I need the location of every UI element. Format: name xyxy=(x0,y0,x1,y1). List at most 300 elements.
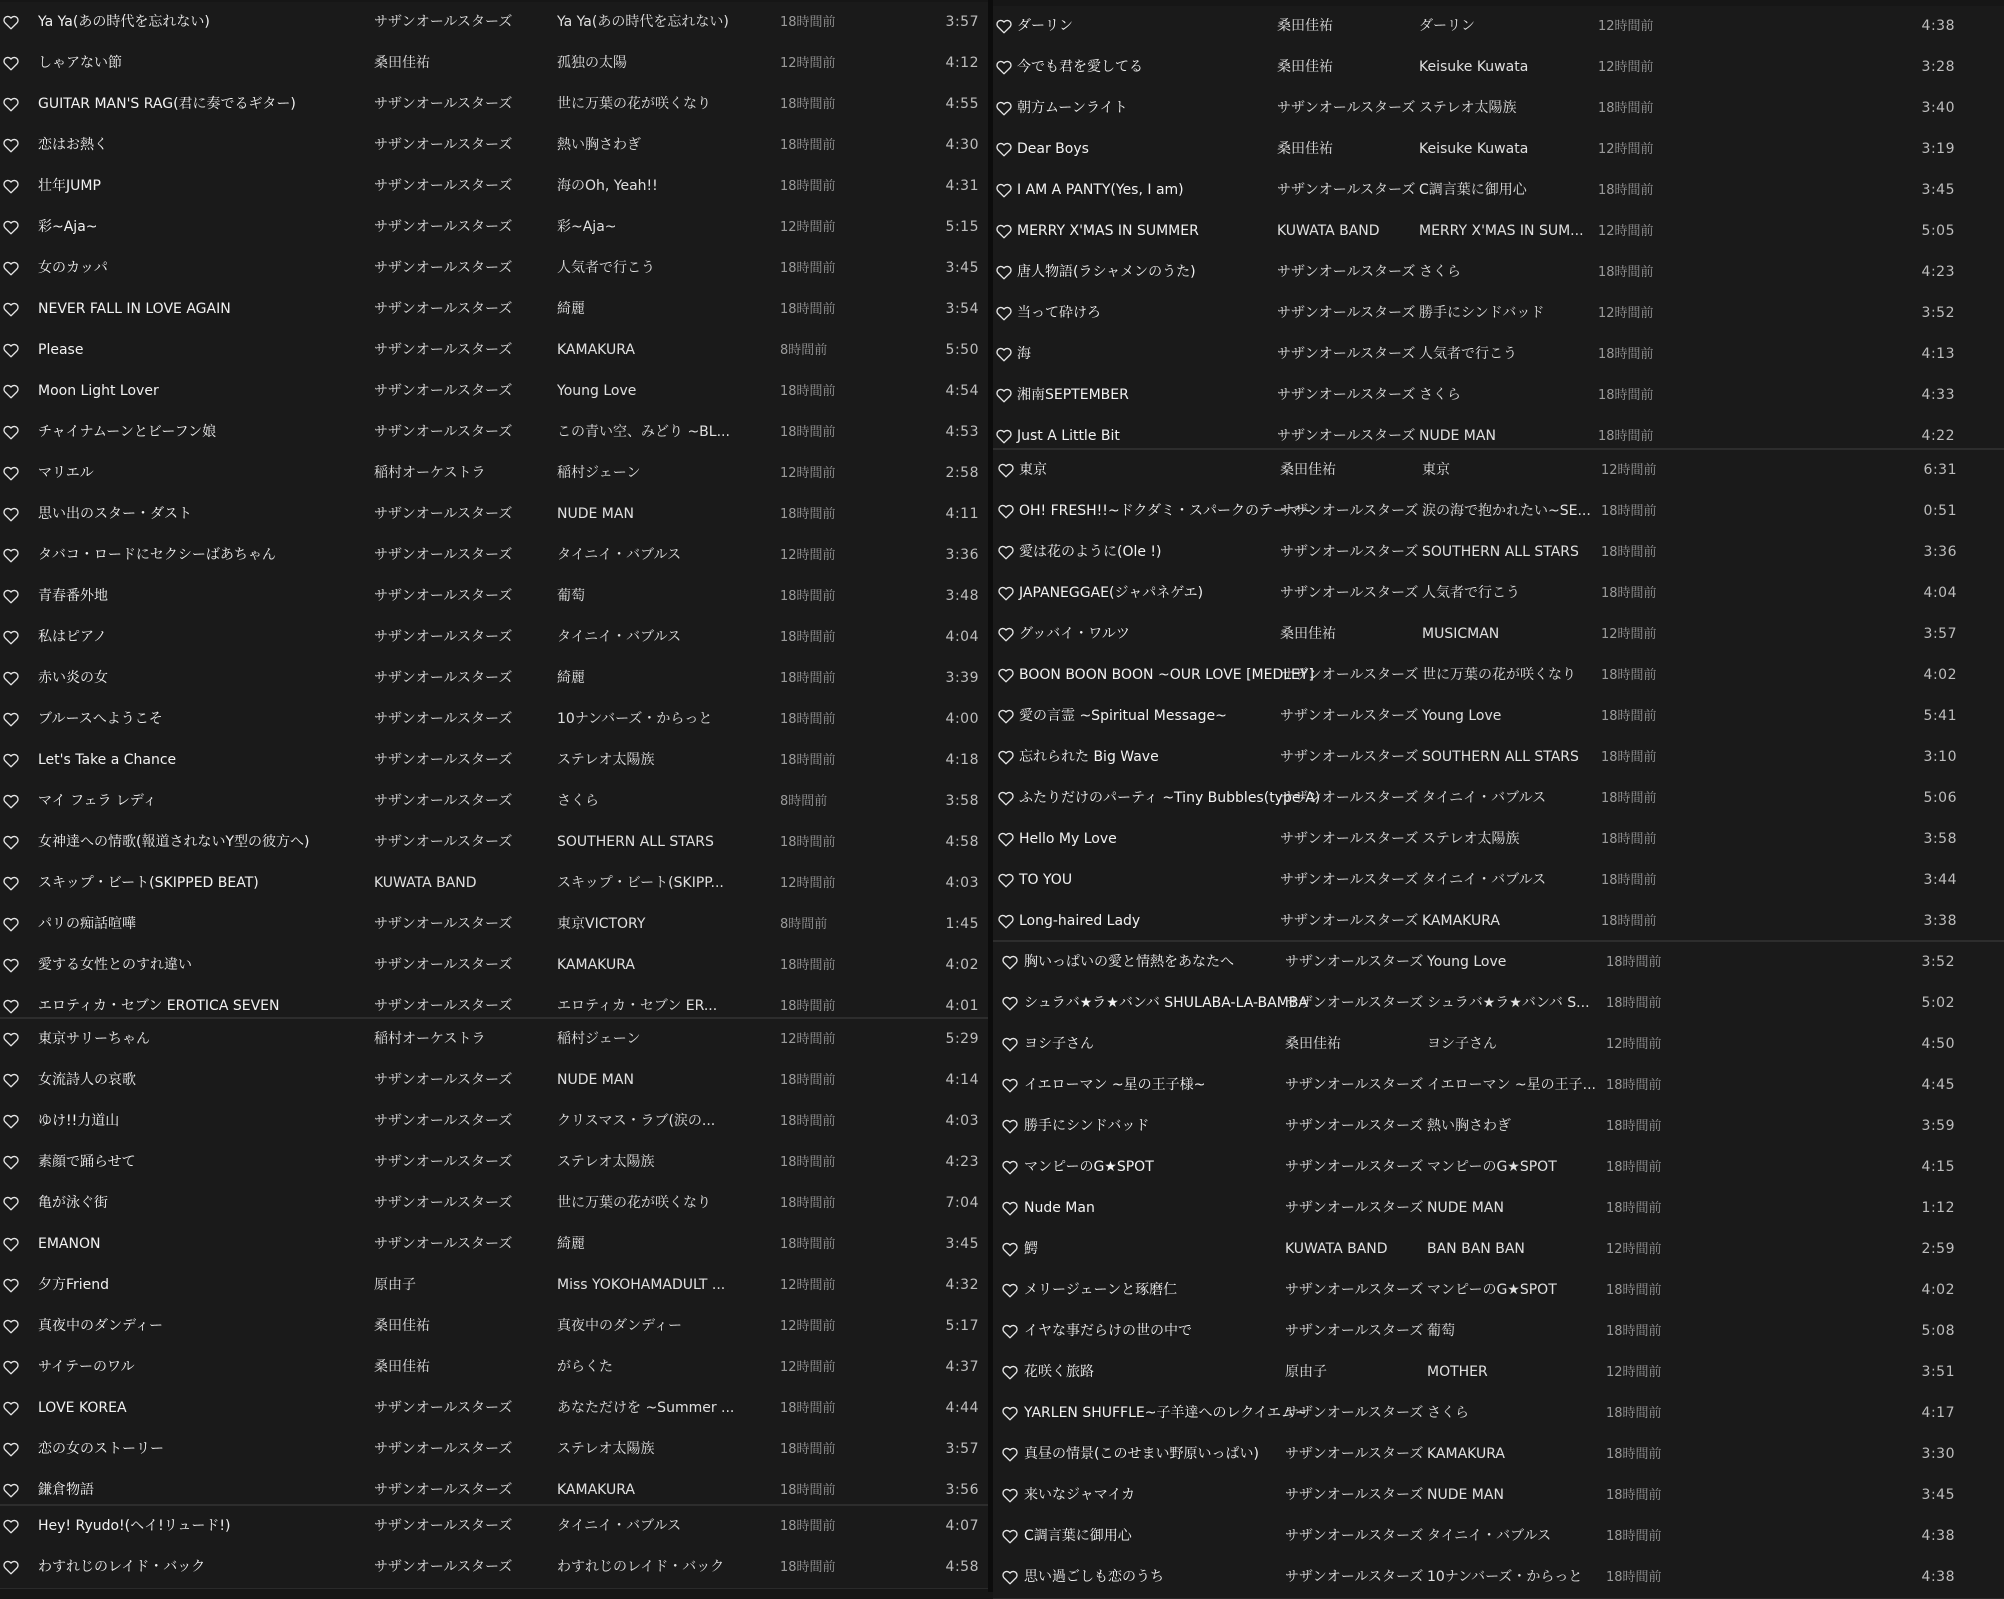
heart-icon[interactable] xyxy=(0,863,22,904)
track-artist[interactable]: 桑田佳祐 xyxy=(1277,18,1333,34)
track-album[interactable]: 世に万葉の花が咲くなり xyxy=(557,1195,711,1211)
track-title[interactable]: 思い過ごしも恋のうち xyxy=(1024,1569,1164,1585)
track-album[interactable]: この青い空、みどり ~BL... xyxy=(557,424,730,440)
track-title[interactable]: 勝手にシンドバッド xyxy=(1024,1118,1150,1134)
track-artist[interactable]: サザンオールスターズ xyxy=(374,629,513,645)
heart-icon[interactable] xyxy=(993,170,1015,211)
track-title[interactable]: スキップ・ビート(SKIPPED BEAT) xyxy=(38,875,259,891)
track-artist[interactable]: サザンオールスターズ xyxy=(374,1113,513,1129)
track-title[interactable]: 海 xyxy=(1017,346,1031,362)
heart-icon[interactable] xyxy=(995,450,1017,491)
track-album[interactable]: マンピーのG★SPOT xyxy=(1427,1159,1557,1175)
heart-icon[interactable] xyxy=(999,1352,1021,1393)
heart-icon[interactable] xyxy=(999,1475,1021,1516)
track-row[interactable] xyxy=(0,248,988,290)
track-artist[interactable]: サザンオールスターズ xyxy=(1285,1405,1424,1421)
track-artist[interactable]: サザンオールスターズ xyxy=(374,588,513,604)
track-artist[interactable]: サザンオールスターズ xyxy=(374,998,513,1014)
track-row[interactable] xyxy=(993,1270,2004,1312)
track-album[interactable]: NUDE MAN xyxy=(1427,1200,1504,1216)
track-row[interactable] xyxy=(993,1311,2004,1353)
track-album[interactable]: がらくた xyxy=(557,1359,613,1375)
track-row[interactable] xyxy=(993,252,2004,294)
heart-icon[interactable] xyxy=(0,1265,22,1306)
track-title[interactable]: しゃアない節 xyxy=(38,55,122,71)
track-title[interactable]: 壮年JUMP xyxy=(38,178,101,194)
track-title[interactable]: JAPANEGGAE(ジャパネゲエ) xyxy=(1019,585,1204,601)
track-title[interactable]: Ya Ya(あの時代を忘れない) xyxy=(38,14,210,30)
heart-icon[interactable] xyxy=(0,740,22,781)
track-row[interactable] xyxy=(0,371,988,413)
track-row[interactable] xyxy=(993,1352,2004,1394)
heart-icon[interactable] xyxy=(0,617,22,658)
heart-icon[interactable] xyxy=(0,1429,22,1470)
track-title[interactable]: 鰐 xyxy=(1024,1241,1038,1257)
track-title[interactable]: 私はピアノ xyxy=(38,629,107,645)
track-artist[interactable]: サザンオールスターズ xyxy=(1280,544,1419,560)
track-album[interactable]: Miss YOKOHAMADULT ... xyxy=(557,1277,726,1293)
track-artist[interactable]: 稲村オーケストラ xyxy=(374,1031,486,1047)
track-row[interactable] xyxy=(0,453,988,495)
heart-icon[interactable] xyxy=(0,84,22,125)
heart-icon[interactable] xyxy=(0,166,22,207)
track-album[interactable]: 人気者で行こう xyxy=(557,260,655,276)
track-artist[interactable]: サザンオールスターズ xyxy=(1277,387,1416,403)
track-album[interactable]: Ya Ya(あの時代を忘れない) xyxy=(557,14,729,30)
track-artist[interactable]: サザンオールスターズ xyxy=(374,1400,513,1416)
track-artist[interactable]: サザンオールスターズ xyxy=(1277,305,1416,321)
track-row[interactable] xyxy=(0,535,988,577)
heart-icon[interactable] xyxy=(993,375,1015,416)
track-artist[interactable]: サザンオールスターズ xyxy=(1285,1159,1424,1175)
track-album[interactable]: 綺麗 xyxy=(557,301,585,317)
track-album[interactable]: ステレオ太陽族 xyxy=(557,1154,655,1170)
track-album[interactable]: タイニイ・バブルス xyxy=(557,547,682,563)
track-title[interactable]: グッバイ・ワルツ xyxy=(1019,626,1130,642)
track-row[interactable] xyxy=(0,1142,988,1184)
track-album[interactable]: 勝手にシンドバッド xyxy=(1419,305,1545,321)
track-title[interactable]: 愛の言霊 ~Spiritual Message~ xyxy=(1019,708,1227,724)
track-title[interactable]: 愛する女性とのすれ違い xyxy=(38,957,192,973)
track-row[interactable] xyxy=(993,293,2004,335)
track-album[interactable]: BAN BAN BAN xyxy=(1427,1241,1525,1257)
track-album[interactable]: SOUTHERN ALL STARS xyxy=(1422,544,1579,560)
track-album[interactable]: タイニイ・バブルス xyxy=(557,1518,682,1534)
track-album[interactable]: Keisuke Kuwata xyxy=(1419,141,1529,157)
track-row[interactable] xyxy=(993,1393,2004,1435)
track-album[interactable]: 真夜中のダンディー xyxy=(557,1318,683,1334)
track-title[interactable]: GUITAR MAN'S RAG(君に奏でるギター) xyxy=(38,96,296,112)
track-album[interactable]: タイニイ・バブルス xyxy=(557,629,682,645)
track-row[interactable] xyxy=(0,43,988,85)
track-artist[interactable]: サザンオールスターズ xyxy=(1280,913,1419,929)
track-row[interactable] xyxy=(0,1388,988,1430)
track-title[interactable]: Dear Boys xyxy=(1017,141,1089,157)
track-row[interactable] xyxy=(993,614,2004,656)
track-title[interactable]: 赤い炎の女 xyxy=(38,670,108,686)
track-album[interactable]: マンピーのG★SPOT xyxy=(1427,1282,1557,1298)
track-row[interactable] xyxy=(993,88,2004,130)
track-artist[interactable]: サザンオールスターズ xyxy=(1285,1569,1424,1585)
track-title[interactable]: 恋はお熱く xyxy=(38,137,108,153)
track-artist[interactable]: サザンオールスターズ xyxy=(374,1236,513,1252)
heart-icon[interactable] xyxy=(0,535,22,576)
track-album[interactable]: SOUTHERN ALL STARS xyxy=(1422,749,1579,765)
track-artist[interactable]: KUWATA BAND xyxy=(1277,223,1380,239)
track-row[interactable] xyxy=(993,47,2004,89)
track-album[interactable]: 稲村ジェーン xyxy=(557,1031,641,1047)
track-row[interactable] xyxy=(0,166,988,208)
track-row[interactable] xyxy=(0,781,988,823)
track-title[interactable]: 真夜中のダンディー xyxy=(38,1318,164,1334)
track-album[interactable]: 東京 xyxy=(1422,462,1450,478)
track-title[interactable]: C調言葉に御用心 xyxy=(1024,1528,1132,1544)
track-title[interactable]: TO YOU xyxy=(1019,872,1073,888)
track-album[interactable]: NUDE MAN xyxy=(1427,1487,1504,1503)
track-artist[interactable]: サザンオールスターズ xyxy=(1280,749,1419,765)
heart-icon[interactable] xyxy=(0,658,22,699)
track-album[interactable]: 稲村ジェーン xyxy=(557,465,641,481)
track-album[interactable]: 葡萄 xyxy=(557,588,585,604)
track-artist[interactable]: サザンオールスターズ xyxy=(374,711,513,727)
track-title[interactable]: 鎌倉物語 xyxy=(38,1482,94,1498)
heart-icon[interactable] xyxy=(995,532,1017,573)
heart-icon[interactable] xyxy=(995,573,1017,614)
heart-icon[interactable] xyxy=(0,945,22,986)
track-album[interactable]: クリスマス・ラブ(涙の... xyxy=(557,1113,716,1129)
track-row[interactable] xyxy=(0,207,988,249)
track-title[interactable]: マンピーのG★SPOT xyxy=(1024,1159,1154,1175)
heart-icon[interactable] xyxy=(999,1516,1021,1557)
track-artist[interactable]: サザンオールスターズ xyxy=(374,1482,513,1498)
track-album[interactable]: 世に万葉の花が咲くなり xyxy=(557,96,711,112)
track-album[interactable]: 10ナンバーズ・からっと xyxy=(557,711,713,727)
track-title[interactable]: 素顔で踊らせて xyxy=(38,1154,136,1170)
track-artist[interactable]: 桑田佳祐 xyxy=(374,1359,430,1375)
track-row[interactable] xyxy=(0,658,988,700)
track-row[interactable] xyxy=(993,737,2004,779)
track-album[interactable]: ヨシ子さん xyxy=(1427,1036,1497,1052)
track-row[interactable] xyxy=(993,1065,2004,1107)
track-title[interactable]: マイ フェラ レディ xyxy=(38,793,157,809)
track-album[interactable]: Young Love xyxy=(557,383,637,399)
heart-icon[interactable] xyxy=(999,1188,1021,1229)
track-artist[interactable]: サザンオールスターズ xyxy=(374,1154,513,1170)
track-album[interactable]: NUDE MAN xyxy=(1419,428,1496,444)
track-artist[interactable]: サザンオールスターズ xyxy=(374,752,513,768)
track-title[interactable]: Hey! Ryudo!(ヘイ!リュード!) xyxy=(38,1518,231,1534)
track-album[interactable]: Young Love xyxy=(1427,954,1507,970)
track-row[interactable] xyxy=(993,573,2004,615)
track-title[interactable]: イエローマン ~星の王子様~ xyxy=(1024,1077,1206,1093)
track-title[interactable]: ゆけ!!力道山 xyxy=(38,1113,120,1129)
track-row[interactable] xyxy=(993,1557,2004,1599)
track-title[interactable]: 真昼の情景(このせまい野原いっぱい) xyxy=(1024,1446,1259,1462)
track-row[interactable] xyxy=(993,655,2004,697)
track-row[interactable] xyxy=(993,211,2004,253)
track-title[interactable]: Please xyxy=(38,342,84,358)
track-row[interactable] xyxy=(0,1183,988,1225)
track-row[interactable] xyxy=(0,1506,988,1548)
track-artist[interactable]: サザンオールスターズ xyxy=(374,342,513,358)
track-row[interactable] xyxy=(993,170,2004,212)
track-artist[interactable]: サザンオールスターズ xyxy=(374,1072,513,1088)
track-row[interactable] xyxy=(0,945,988,987)
track-artist[interactable]: サザンオールスターズ xyxy=(374,301,513,317)
track-artist[interactable]: サザンオールスターズ xyxy=(374,1559,513,1575)
track-album[interactable]: NUDE MAN xyxy=(557,506,634,522)
track-album[interactable]: KAMAKURA xyxy=(1422,913,1500,929)
track-row[interactable] xyxy=(0,1347,988,1389)
track-artist[interactable]: サザンオールスターズ xyxy=(1285,1323,1424,1339)
track-row[interactable] xyxy=(993,1434,2004,1476)
track-title[interactable]: I AM A PANTY(Yes, I am) xyxy=(1017,182,1184,198)
heart-icon[interactable] xyxy=(0,494,22,535)
track-album[interactable]: KAMAKURA xyxy=(557,1482,635,1498)
track-row[interactable] xyxy=(0,1547,988,1589)
heart-icon[interactable] xyxy=(0,1019,22,1060)
track-row[interactable] xyxy=(0,494,988,536)
track-album[interactable]: ダーリン xyxy=(1419,18,1475,34)
track-artist[interactable]: サザンオールスターズ xyxy=(1280,667,1419,683)
heart-icon[interactable] xyxy=(0,781,22,822)
heart-icon[interactable] xyxy=(999,1024,1021,1065)
track-artist[interactable]: サザンオールスターズ xyxy=(374,547,513,563)
track-artist[interactable]: 桑田佳祐 xyxy=(374,55,430,71)
track-artist[interactable]: 桑田佳祐 xyxy=(374,1318,430,1334)
track-album[interactable]: 涙の海で抱かれたい~SE... xyxy=(1422,503,1591,519)
track-row[interactable] xyxy=(0,1306,988,1348)
track-title[interactable]: Just A Little Bit xyxy=(1017,428,1120,444)
track-title[interactable]: BOON BOON BOON ~OUR LOVE [MEDLEY] xyxy=(1019,667,1314,683)
track-title[interactable]: 忘れられた Big Wave xyxy=(1019,749,1159,765)
track-artist[interactable]: サザンオールスターズ xyxy=(1277,346,1416,362)
track-artist[interactable]: サザンオールスターズ xyxy=(1277,100,1416,116)
track-artist[interactable]: KUWATA BAND xyxy=(374,875,477,891)
track-artist[interactable]: サザンオールスターズ xyxy=(374,424,513,440)
track-artist[interactable]: サザンオールスターズ xyxy=(374,834,513,850)
track-title[interactable]: 亀が泳ぐ街 xyxy=(38,1195,108,1211)
track-album[interactable]: 彩~Aja~ xyxy=(557,219,617,235)
heart-icon[interactable] xyxy=(0,1224,22,1265)
track-album[interactable]: 綺麗 xyxy=(557,1236,585,1252)
track-artist[interactable]: サザンオールスターズ xyxy=(374,1195,513,1211)
track-row[interactable] xyxy=(993,696,2004,738)
track-row[interactable] xyxy=(993,6,2004,48)
track-album[interactable]: シュラバ★ラ★バンバ S... xyxy=(1427,995,1590,1011)
heart-icon[interactable] xyxy=(999,942,1021,983)
track-artist[interactable]: サザンオールスターズ xyxy=(374,137,513,153)
track-title[interactable]: EMANON xyxy=(38,1236,101,1252)
track-album[interactable]: ステレオ太陽族 xyxy=(1422,831,1520,847)
heart-icon[interactable] xyxy=(999,1557,1021,1598)
track-album[interactable]: C調言葉に御用心 xyxy=(1419,182,1527,198)
track-row[interactable] xyxy=(993,1475,2004,1517)
heart-icon[interactable] xyxy=(993,88,1015,129)
track-row[interactable] xyxy=(0,699,988,741)
track-artist[interactable]: サザンオールスターズ xyxy=(374,383,513,399)
track-artist[interactable]: サザンオールスターズ xyxy=(1280,708,1419,724)
track-album[interactable]: 10ナンバーズ・からっと xyxy=(1427,1569,1583,1585)
track-row[interactable] xyxy=(993,778,2004,820)
track-row[interactable] xyxy=(0,289,988,331)
track-album[interactable]: 海のOh, Yeah!! xyxy=(557,178,658,194)
track-artist[interactable]: サザンオールスターズ xyxy=(374,219,513,235)
heart-icon[interactable] xyxy=(999,1311,1021,1352)
track-title[interactable]: 女流詩人の哀歌 xyxy=(38,1072,136,1088)
track-album[interactable]: さくら xyxy=(1427,1405,1469,1421)
track-title[interactable]: 女のカッパ xyxy=(38,260,108,276)
track-artist[interactable]: サザンオールスターズ xyxy=(374,916,513,932)
track-artist[interactable]: サザンオールスターズ xyxy=(1285,1282,1424,1298)
track-album[interactable]: エロティカ・セブン ER... xyxy=(557,998,718,1014)
heart-icon[interactable] xyxy=(0,1101,22,1142)
track-title[interactable]: ヨシ子さん xyxy=(1024,1036,1094,1052)
track-album[interactable]: 人気者で行こう xyxy=(1419,346,1517,362)
track-row[interactable] xyxy=(0,412,988,454)
heart-icon[interactable] xyxy=(0,1060,22,1101)
track-row[interactable] xyxy=(0,1101,988,1143)
track-artist[interactable]: サザンオールスターズ xyxy=(1285,995,1424,1011)
track-album[interactable]: SOUTHERN ALL STARS xyxy=(557,834,714,850)
heart-icon[interactable] xyxy=(0,125,22,166)
track-row[interactable] xyxy=(0,617,988,659)
track-row[interactable] xyxy=(993,942,2004,984)
track-artist[interactable]: サザンオールスターズ xyxy=(1280,790,1419,806)
heart-icon[interactable] xyxy=(0,2,22,43)
track-artist[interactable]: サザンオールスターズ xyxy=(1285,1528,1424,1544)
track-album[interactable]: わすれじのレイド・バック xyxy=(557,1559,725,1575)
track-title[interactable]: 東京 xyxy=(1019,462,1047,478)
track-artist[interactable]: サザンオールスターズ xyxy=(1285,1446,1424,1462)
track-title[interactable]: エロティカ・セブン EROTICA SEVEN xyxy=(38,998,280,1014)
track-title[interactable]: 東京サリーちゃん xyxy=(38,1031,150,1047)
track-artist[interactable]: サザンオールスターズ xyxy=(1280,831,1419,847)
track-artist[interactable]: サザンオールスターズ xyxy=(1280,585,1419,601)
heart-icon[interactable] xyxy=(993,129,1015,170)
heart-icon[interactable] xyxy=(0,330,22,371)
track-album[interactable]: さくら xyxy=(1419,387,1461,403)
track-row[interactable] xyxy=(993,1106,2004,1148)
track-album[interactable]: 東京VICTORY xyxy=(557,916,646,932)
track-album[interactable]: さくら xyxy=(1419,264,1461,280)
heart-icon[interactable] xyxy=(0,1547,22,1588)
heart-icon[interactable] xyxy=(999,1147,1021,1188)
track-album[interactable]: 葡萄 xyxy=(1427,1323,1455,1339)
track-title[interactable]: ブルースへようこそ xyxy=(38,711,163,727)
heart-icon[interactable] xyxy=(995,655,1017,696)
track-artist[interactable]: 桑田佳祐 xyxy=(1277,59,1333,75)
heart-icon[interactable] xyxy=(0,1347,22,1388)
track-title[interactable]: 思い出のスター・ダスト xyxy=(38,506,192,522)
track-artist[interactable]: サザンオールスターズ xyxy=(374,793,513,809)
track-row[interactable] xyxy=(0,1265,988,1307)
track-title[interactable]: 青春番外地 xyxy=(38,588,108,604)
track-artist[interactable]: 桑田佳祐 xyxy=(1285,1036,1341,1052)
track-row[interactable] xyxy=(993,1024,2004,1066)
track-title[interactable]: Long-haired Lady xyxy=(1019,913,1141,929)
track-title[interactable]: 来いなジャマイカ xyxy=(1024,1487,1136,1503)
track-row[interactable] xyxy=(0,1429,988,1471)
heart-icon[interactable] xyxy=(999,1065,1021,1106)
track-title[interactable]: イヤな事だらけの世の中で xyxy=(1024,1323,1192,1339)
heart-icon[interactable] xyxy=(995,778,1017,819)
track-artist[interactable]: 原由子 xyxy=(1285,1364,1327,1380)
track-title[interactable]: メリージェーンと琢磨仁 xyxy=(1024,1282,1178,1298)
track-artist[interactable]: 桑田佳祐 xyxy=(1277,141,1333,157)
track-row[interactable] xyxy=(0,863,988,905)
track-title[interactable]: ダーリン xyxy=(1017,18,1073,34)
track-title[interactable]: Moon Light Lover xyxy=(38,383,159,399)
track-row[interactable] xyxy=(0,904,988,946)
heart-icon[interactable] xyxy=(999,1434,1021,1475)
heart-icon[interactable] xyxy=(0,1506,22,1547)
track-title[interactable]: 恋の女のストーリー xyxy=(38,1441,164,1457)
track-title[interactable]: 愛は花のように(Ole !) xyxy=(1019,544,1162,560)
heart-icon[interactable] xyxy=(0,1306,22,1347)
track-artist[interactable]: KUWATA BAND xyxy=(1285,1241,1388,1257)
track-album[interactable]: Keisuke Kuwata xyxy=(1419,59,1529,75)
track-row[interactable] xyxy=(0,740,988,782)
track-title[interactable]: 花咲く旅路 xyxy=(1024,1364,1094,1380)
track-album[interactable]: KAMAKURA xyxy=(557,342,635,358)
heart-icon[interactable] xyxy=(0,453,22,494)
track-artist[interactable]: サザンオールスターズ xyxy=(1285,1077,1424,1093)
heart-icon[interactable] xyxy=(0,248,22,289)
heart-icon[interactable] xyxy=(993,6,1015,47)
heart-icon[interactable] xyxy=(995,819,1017,860)
track-artist[interactable]: サザンオールスターズ xyxy=(1280,872,1419,888)
track-artist[interactable]: サザンオールスターズ xyxy=(1285,1118,1424,1134)
track-album[interactable]: MUSICMAN xyxy=(1422,626,1500,642)
track-album[interactable]: MERRY X'MAS IN SUM... xyxy=(1419,223,1584,239)
track-title[interactable]: 胸いっぱいの愛と情熱をあなたへ xyxy=(1024,954,1234,970)
track-artist[interactable]: サザンオールスターズ xyxy=(374,96,513,112)
track-row[interactable] xyxy=(993,860,2004,902)
track-title[interactable]: チャイナムーンとビーフン娘 xyxy=(38,424,217,440)
track-artist[interactable]: サザンオールスターズ xyxy=(374,260,513,276)
track-album[interactable]: 綺麗 xyxy=(557,670,585,686)
track-title[interactable]: シュラバ★ラ★バンバ SHULABA-LA-BAMBA xyxy=(1024,995,1308,1011)
heart-icon[interactable] xyxy=(995,901,1017,942)
heart-icon[interactable] xyxy=(999,1106,1021,1147)
track-title[interactable]: パリの痴話喧嘩 xyxy=(38,916,136,932)
track-album[interactable]: さくら xyxy=(557,793,599,809)
heart-icon[interactable] xyxy=(995,860,1017,901)
track-artist[interactable]: サザンオールスターズ xyxy=(374,1441,513,1457)
heart-icon[interactable] xyxy=(993,211,1015,252)
track-title[interactable]: 朝方ムーンライト xyxy=(1017,100,1128,116)
track-album[interactable]: 世に万葉の花が咲くなり xyxy=(1422,667,1576,683)
heart-icon[interactable] xyxy=(0,371,22,412)
heart-icon[interactable] xyxy=(995,491,1017,532)
heart-icon[interactable] xyxy=(0,43,22,84)
track-row[interactable] xyxy=(993,532,2004,574)
track-row[interactable] xyxy=(993,450,2004,492)
heart-icon[interactable] xyxy=(995,614,1017,655)
track-row[interactable] xyxy=(0,330,988,372)
track-artist[interactable]: 原由子 xyxy=(374,1277,416,1293)
track-title[interactable]: 当って砕けろ xyxy=(1017,305,1101,321)
track-album[interactable]: 熱い胸さわぎ xyxy=(557,137,641,153)
track-artist[interactable]: サザンオールスターズ xyxy=(374,670,513,686)
track-artist[interactable]: サザンオールスターズ xyxy=(374,1518,513,1534)
track-album[interactable]: ステレオ太陽族 xyxy=(557,752,655,768)
track-title[interactable]: MERRY X'MAS IN SUMMER xyxy=(1017,223,1199,239)
heart-icon[interactable] xyxy=(999,1270,1021,1311)
track-title[interactable]: LOVE KOREA xyxy=(38,1400,127,1416)
track-title[interactable]: Nude Man xyxy=(1024,1200,1095,1216)
